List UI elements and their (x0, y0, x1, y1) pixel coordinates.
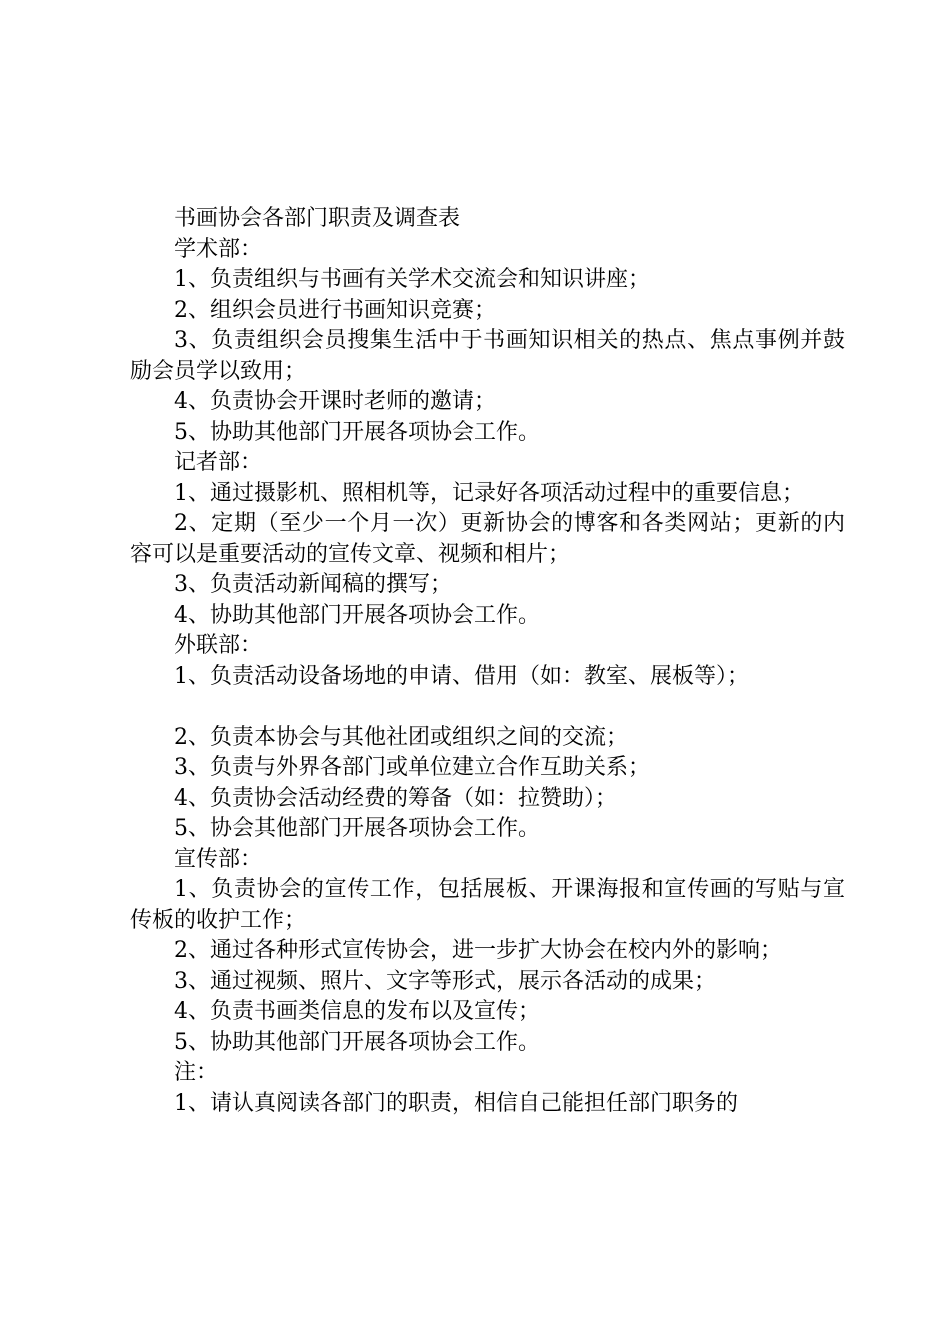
list-item: 2、通过各种形式宣传协会，进一步扩大协会在校内外的影响； (174, 938, 782, 963)
list-item: 3、负责活动新闻稿的撰写； (174, 572, 452, 597)
document-page (130, 204, 845, 1119)
list-item: 5、协助其他部门开展各项协会工作。 (174, 419, 540, 445)
list-item: 3、负责与外界各部门或单位建立合作互助关系； (174, 755, 650, 780)
list-item: 3、负责组织会员搜集生活中于书画知识相关的热点、焦点事例并鼓励会员学以致用； (130, 328, 845, 384)
list-item: 1、通过摄影机、照相机等，记录好各项活动过程中的重要信息； (174, 480, 804, 506)
list-item: 4、负责协会开课时老师的邀请； (174, 389, 496, 414)
blank-line (130, 692, 845, 723)
list-item: 2、定期（至少一个月一次）更新协会的博客和各类网站；更新的内容可以是重要活动的宣传文章、视频和相片； (130, 511, 845, 567)
section-heading-note: 注： (174, 1060, 219, 1085)
section-heading-academic: 学术部： (174, 236, 263, 262)
list-item: 2、组织会员进行书画知识竞赛； (174, 297, 496, 323)
list-item: 1、请认真阅读各部门的职责，相信自己能担任部门职务的 (174, 1090, 738, 1116)
document-title: 书画协会各部门职责及调查表 (174, 206, 461, 231)
list-item: 4、负责协会活动经费的筹备（如：拉赞助）； (174, 785, 617, 811)
section-heading-publicity: 宣传部： (174, 846, 263, 872)
list-item: 1、负责组织与书画有关学术交流会和知识讲座； (174, 267, 650, 292)
section-heading-external: 外联部： (174, 633, 263, 658)
list-item: 1、负责协会的宣传工作，包括展板、开课海报和宣传画的写贴与宣传板的收护工作； (130, 877, 845, 933)
list-item: 5、协会其他部门开展各项协会工作。 (174, 816, 540, 841)
list-item: 4、负责书画类信息的发布以及宣传； (174, 999, 540, 1024)
list-item: 3、通过视频、照片、文字等形式，展示各活动的成果； (174, 968, 716, 994)
list-item: 4、协助其他部门开展各项协会工作。 (174, 602, 540, 628)
list-item: 1、负责活动设备场地的申请、借用（如：教室、展板等）； (174, 663, 749, 689)
list-item: 2、负责本协会与其他社团或组织之间的交流； (174, 724, 628, 750)
section-heading-reporter: 记者部： (174, 450, 263, 475)
list-item: 5、协助其他部门开展各项协会工作。 (174, 1029, 540, 1055)
